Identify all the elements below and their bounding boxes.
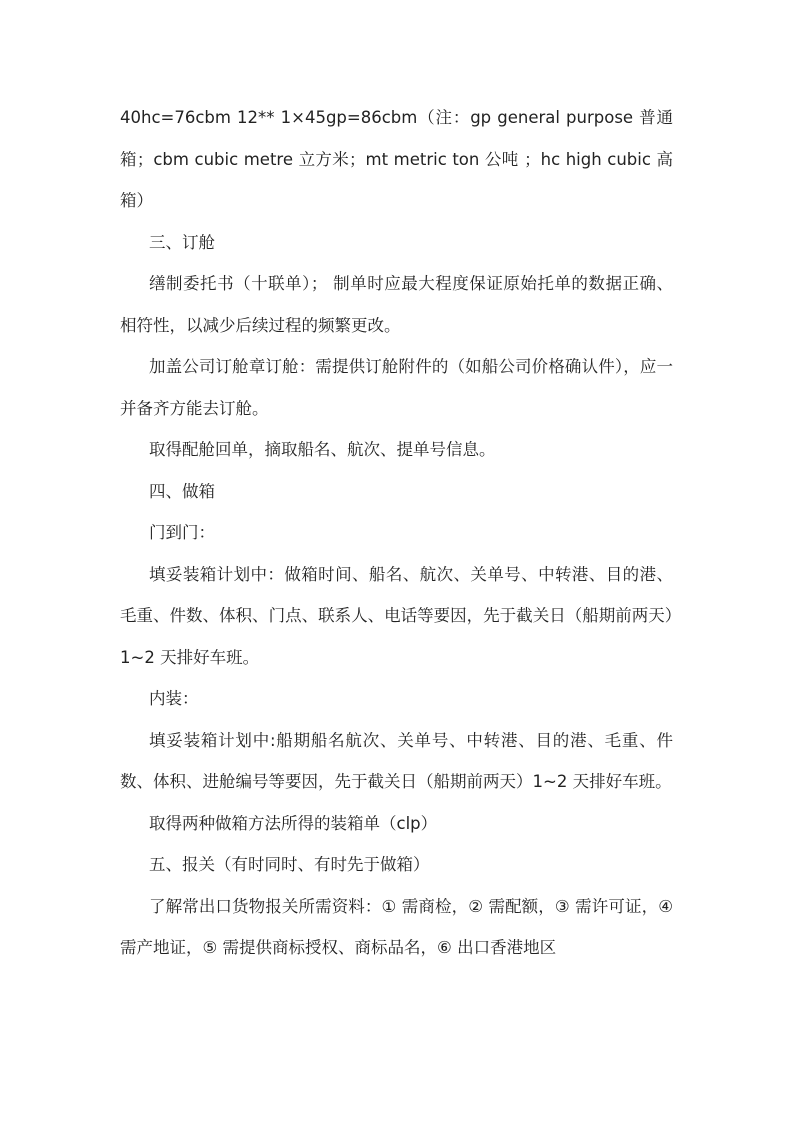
paragraph-customs-documents: 了解常出口货物报关所需资料：① 需商检，② 需配额，③ 需许可证，④ 需产地证，⑤ 需提供商标授权、商标品名，⑥ 出口香港地区 [120, 896, 673, 957]
paragraph-booking-stamp: 加盖公司订舱章订舱：需提供订舱附件的（如船公司价格确认件），应一并备齐方能去订舱。 [120, 357, 673, 418]
subheading-inner-loading: 内装： [149, 689, 199, 708]
section-heading-customs: 五、报关（有时同时、有时先于做箱） [149, 855, 430, 874]
section-heading-stuffing: 四、做箱 [149, 481, 215, 501]
paragraph-booking-receipt: 取得配舱回单，摘取船名、航次、提单号信息。 [149, 440, 496, 459]
paragraph-packing-list: 取得两种做箱方法所得的装箱单（clp） [149, 813, 438, 833]
document-body [120, 97, 673, 969]
paragraph-inner-loading-plan: 填妥装箱计划中:船期船名航次、关单号、中转港、目的港、毛重、件数、体积、进舱编号等要因，先于截关日（船期前两天）1~2 天排好车班。 [120, 730, 673, 791]
section-heading-booking: 三、订舱 [149, 232, 215, 252]
subheading-door-to-door: 门到门： [149, 523, 215, 542]
paragraph-container-size-note: 40hc=76cbm 12** 1×45gp=86cbm（注：gp general purpose 普通箱；cbm cubic metre 立方米；mt metric ton 公吨 ；hc high cubic 高箱） [120, 108, 673, 210]
paragraph-booking-note: 缮制委托书（十联单）； 制单时应最大程度保证原始托单的数据正确、相符性，以减少后续过程的频繁更改。 [120, 274, 673, 335]
paragraph-door-to-door-plan: 填妥装箱计划中：做箱时间、船名、航次、关单号、中转港、目的港、毛重、件数、体积、门点、联系人、电话等要因，先于截关日（船期前两天）1~2 天排好车班。 [120, 564, 673, 667]
